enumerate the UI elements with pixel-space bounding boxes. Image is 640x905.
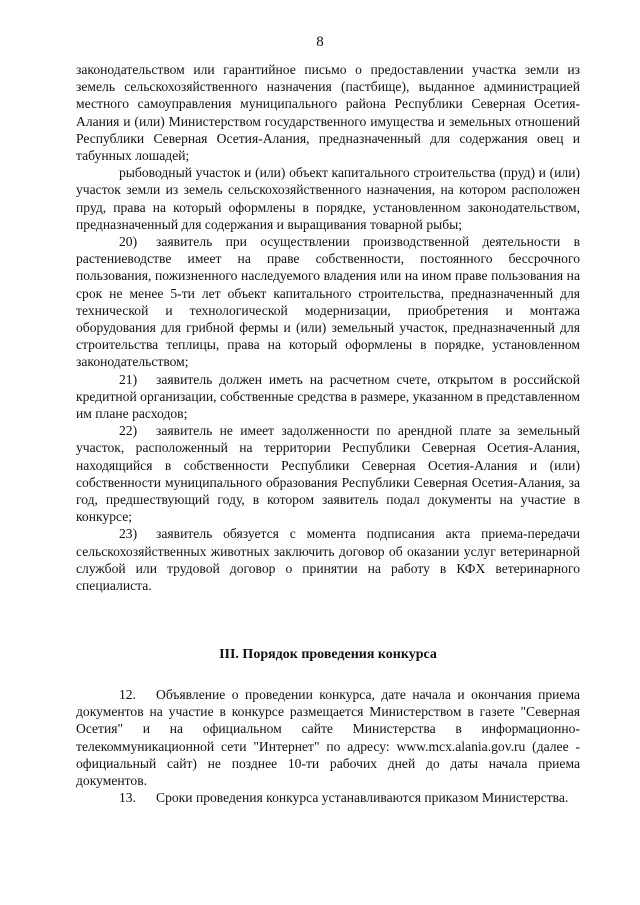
paragraph-text: законодательством или гарантийное письмо о предоставлении участка земли из земель сельскохозяйственного назначения (пастбище), выданное администрацией местного самоуправления муниципального района Республики Северная Осетия-Алания и (или) Министерством государственного имущества и земельных отношений Республики Северная Осетия-Алания, предназначенный для содержания овец и табунных лошадей; bbox=[76, 62, 580, 164]
item-number: 13. bbox=[119, 790, 136, 806]
paragraph-continuation bbox=[76, 61, 580, 164]
page-number: 8 bbox=[316, 34, 324, 50]
paragraph-fish-farm bbox=[76, 164, 580, 233]
paragraph-item-21 bbox=[76, 371, 580, 423]
section-heading: III. Порядок проведения конкурса bbox=[219, 647, 437, 662]
item-number: 23) bbox=[119, 526, 138, 542]
body-text-upper bbox=[76, 61, 580, 594]
paragraph-text: заявитель при осуществлении производственной деятельности в растениеводстве имеет на праве собственности, постоянного бессрочного пользования, пожизненного наследуемого владения или на ином праве пользования на срок не менее 5-ти лет объект капитального строительства, предназначенный для технической и технологической модернизации, приобретения и монтажа оборудования для грибной фермы и (или) земельный участок, предназначенный для строительства теплицы, права на который оформлены в порядке, установленном законодательством; bbox=[76, 234, 580, 370]
body-text-lower bbox=[76, 686, 580, 806]
paragraph-text: заявитель должен иметь на расчетном счете, открытом в российской кредитной организации, собственные средства в размере, указанном в представленном им плане расходов; bbox=[76, 371, 580, 422]
paragraph-text: Сроки проведения конкурса устанавливаются приказом Министерства. bbox=[156, 790, 569, 806]
paragraph-text: рыбоводный участок и (или) объект капитального строительства (пруд) и (или) участок земли из земель сельскохозяйственного назначения, на котором расположен пруд, права на который оформлены в порядке, установленном законодательством, предназначенный для содержания и выращивания товарной рыбы; bbox=[76, 165, 580, 232]
item-number: 21) bbox=[119, 371, 138, 387]
paragraph-text: заявитель обязуется с момента подписания акта приема-передачи сельскохозяйственных животных заключить договор об оказании услуг ветеринарной службой или трудовой договор о принятии на работу в КФХ ветеринарного специалиста. bbox=[76, 526, 580, 594]
paragraph-item-12 bbox=[76, 686, 580, 789]
item-number: 20) bbox=[119, 234, 138, 250]
paragraph-item-23 bbox=[76, 525, 580, 594]
item-number: 12. bbox=[119, 687, 136, 702]
paragraph-text: Объявление о проведении конкурса, дате начала и окончания приема документов на участие в конкурсе размещается Министерством в газете "Северная Осетия" и на официальном сайте Министерства в информационно-телекоммуникационной сети "Интернет" по адресу: www.mcx.alania.gov.ru (далее - официальный сайт) не позднее 10-ти рабочих дней до даты начала приема документов. bbox=[76, 687, 580, 789]
paragraph-item-20 bbox=[76, 233, 580, 371]
paragraph-item-22 bbox=[76, 422, 580, 525]
item-number: 22) bbox=[119, 423, 138, 439]
paragraph-text: заявитель не имеет задолженности по арендной плате за земельный участок, расположенный на территории Республики Северная Осетия-Алания, находящийся в собственности Республики Северная Осетия-Алания и (или) собственности муниципального образования Республики Северная Осетия-Алания, за год, предшествующий году, в котором заявитель подал документы на участие в конкурсе; bbox=[76, 423, 580, 525]
paragraph-item-13 bbox=[76, 789, 580, 806]
